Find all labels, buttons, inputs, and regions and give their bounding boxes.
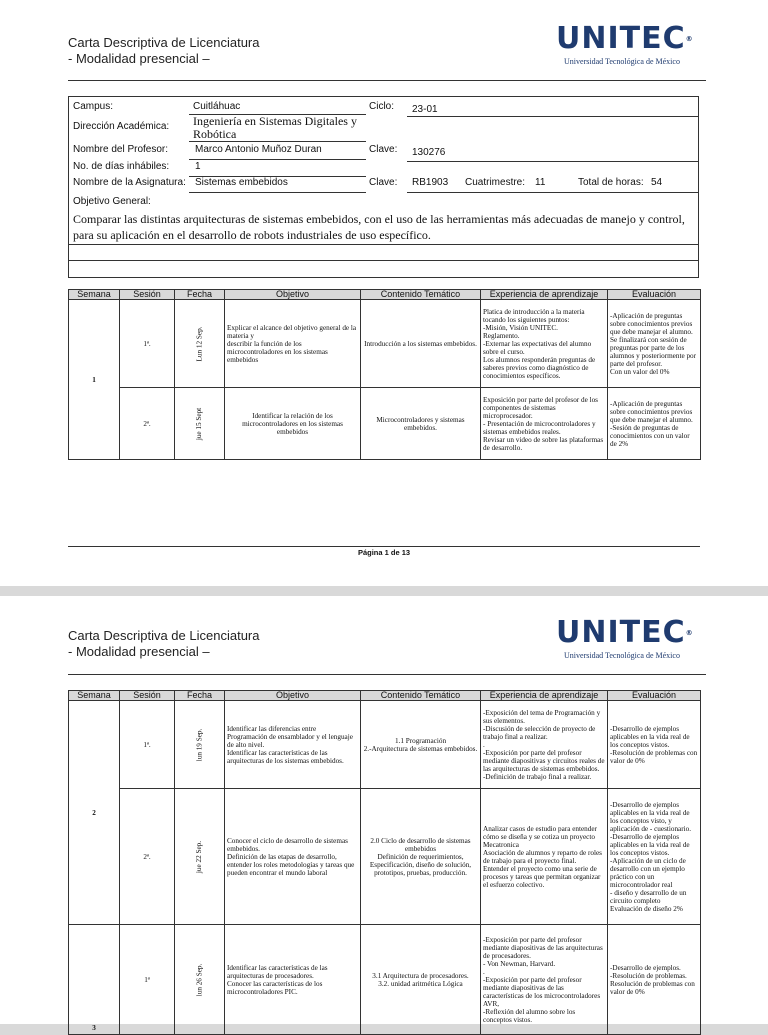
objetivo-general-label: Objetivo General: <box>73 196 151 207</box>
date-text: jue 22 Sep. <box>195 840 204 873</box>
clave-asignatura-value: RB1903 <box>412 177 449 188</box>
session-cell: 2ª. <box>120 789 175 925</box>
document-page-2 <box>0 596 768 1032</box>
objective-cell <box>225 300 361 388</box>
week-number: 2 <box>69 701 120 925</box>
content-text: 1.1 Programación 2.-Arquitectura de sistemas embebidos. <box>363 736 478 753</box>
direccion-value-line1: Ingeniería en Sistemas Digitales y <box>193 114 357 128</box>
evaluation-cell <box>608 925 701 1035</box>
table-header-row <box>69 691 701 701</box>
evaluation-text: -Desarrollo de ejemplos. -Resolución de problemas. Resolución de problemas con valor de 0% <box>610 963 695 996</box>
header-subtitle: - Modalidad presencial – <box>68 644 210 659</box>
experience-text: Analizar casos de estudio para entender cómo se diseña y se cotiza un proyecto Mecatronica Asociación de alumnos y reparto de roles de trabajo para el proyecto final. Entender el proyecto como una serie de procesos y tareas que permitan organizar el esfuerzo colectivo. <box>483 824 602 889</box>
content-text: 3.1 Arquitectura de procesadores. 3.2. unidad aritmética Lógica <box>372 971 469 988</box>
evaluation-cell <box>608 701 701 789</box>
col-fecha: Fecha <box>175 691 225 701</box>
course-info-box <box>68 96 699 278</box>
col-semana: Semana <box>69 691 120 701</box>
schedule-table-page1 <box>68 289 701 460</box>
objective-text: Identificar las características de las arquitecturas de procesadores. Conocer las características de los microcontroladores PIC. <box>227 963 328 996</box>
date-text: lun 19 Sep. <box>195 728 204 761</box>
col-evaluacion: Evaluación <box>608 691 701 701</box>
objective-cell <box>225 701 361 789</box>
clave-value: 130276 <box>412 147 446 158</box>
dias-inhabiles-value: 1 <box>195 161 201 172</box>
col-objetivo: Objetivo <box>225 691 361 701</box>
objective-cell <box>225 789 361 925</box>
date-cell <box>175 300 225 388</box>
unitec-logo <box>556 21 694 66</box>
objetivo-general-line2: para su aplicación en el desarrollo de robots industriales de uso específico. <box>73 228 431 242</box>
experience-cell <box>481 925 608 1035</box>
logo-word: UNITEC <box>556 21 686 56</box>
col-semana: Semana <box>69 290 120 300</box>
table-row <box>69 789 701 925</box>
footer-divider <box>68 546 700 547</box>
experience-cell <box>481 701 608 789</box>
direccion-label: Dirección Académica: <box>73 121 170 132</box>
col-evaluacion: Evaluación <box>608 290 701 300</box>
col-contenido: Contenido Temático <box>361 290 481 300</box>
table-row <box>69 388 701 460</box>
evaluation-text: -Desarrollo de ejemplos aplicables en la vida real de los conceptos visto, y aplicación de - cuestionario. -Desarrollo de ejemplos aplicables en la vida real de los conceptos vistos. -Aplicación de un ciclo de desarrollo con un ejemplo práctico con un microcontrolador real - diseño y desarrollo de un circuito completo Evaluación de diseño 2% <box>610 800 692 913</box>
total-horas-label: Total de horas: <box>578 177 644 188</box>
header-subtitle: - Modalidad presencial – <box>68 51 210 66</box>
unitec-logo <box>556 615 694 660</box>
objective-text: Explicar el alcance del objetivo general de la materia y describir la función de los microcontroladores en los sistemas embebidos <box>227 323 357 364</box>
col-sesion: Sesión <box>120 290 175 300</box>
objective-cell <box>225 388 361 460</box>
total-horas-value: 54 <box>651 177 663 188</box>
logo-subtitle: Universidad Tecnológica de México <box>564 57 680 66</box>
evaluation-cell <box>608 388 701 460</box>
objective-text: Identificar la relación de los microcontroladores en los sistemas embebidos <box>242 411 343 436</box>
direccion-value-line2: Robótica <box>193 127 237 141</box>
col-experiencia: Experiencia de aprendizaje <box>481 691 608 701</box>
schedule-table-page2 <box>68 690 701 1035</box>
profesor-value: Marco Antonio Muñoz Duran <box>195 144 322 155</box>
clave-label: Clave: <box>369 144 398 155</box>
date-cell <box>175 388 225 460</box>
table-header-row <box>69 290 701 300</box>
asignatura-value: Sistemas embebidos <box>195 177 288 188</box>
evaluation-cell <box>608 789 701 925</box>
header-divider <box>68 674 706 675</box>
col-experiencia: Experiencia de aprendizaje <box>481 290 608 300</box>
header-divider <box>68 80 706 81</box>
objetivo-general-line1: Comparar las distintas arquitecturas de sistemas embebidos, con el uso de las herramientas más adecuadas de manejo y control, <box>73 212 685 226</box>
evaluation-text: -Aplicación de preguntas sobre conocimientos previos que debe manejar el alumno. -Sesión de preguntas de conocimientos con un valor de 2% <box>610 399 693 448</box>
date-text: jue 15 Sept <box>195 407 204 440</box>
experience-cell <box>481 789 608 925</box>
ciclo-value: 23-01 <box>412 104 438 115</box>
objective-text: Conocer el ciclo de desarrollo de sistemas embebidos. Definición de las etapas de desarrollo, entender los roles metodologías y tareas que pueden encontrar el mundo laboral <box>227 836 355 877</box>
header-title: Carta Descriptiva de Licenciatura <box>68 628 260 643</box>
objective-cell <box>225 925 361 1035</box>
col-fecha: Fecha <box>175 290 225 300</box>
session-cell: 2ª. <box>120 388 175 460</box>
experience-cell <box>481 300 608 388</box>
cuatrimestre-label: Cuatrimestre: <box>465 177 526 188</box>
col-sesion: Sesión <box>120 691 175 701</box>
table-row <box>69 925 701 1035</box>
week-number: 1 <box>69 300 120 460</box>
content-cell <box>361 701 481 789</box>
content-cell: Introducción a los sistemas embebidos. <box>361 300 481 388</box>
logo-registered-mark: ® <box>685 629 694 637</box>
session-cell: 1ª <box>120 925 175 1035</box>
experience-cell <box>481 388 608 460</box>
date-cell <box>175 701 225 789</box>
content-cell <box>361 925 481 1035</box>
content-cell: Microcontroladores y sistemas embebidos. <box>361 388 481 460</box>
objective-text: Identificar las diferencias entre Programación de ensamblador y el lenguaje de alto nivel. Identificar las características de las arquitecturas de los sistemas embebidos. <box>227 724 353 765</box>
evaluation-text: -Desarrollo de ejemplos aplicables en la vida real de los conceptos vistos. -Resolución de problemas con valor de 0% <box>610 724 698 765</box>
content-text: 2.0 Ciclo de desarrollo de sistemas embebidos Definición de requerimientos, Especificación, diseño de solución, prototipos, pruebas, producción. <box>369 836 472 877</box>
content-cell <box>361 789 481 925</box>
asignatura-label: Nombre de la Asignatura: <box>73 177 186 188</box>
evaluation-cell <box>608 300 701 388</box>
table-row <box>69 701 701 789</box>
ciclo-label: Ciclo: <box>369 101 395 112</box>
clave-asignatura-label: Clave: <box>369 177 398 188</box>
table-row <box>69 300 701 388</box>
profesor-label: Nombre del Profesor: <box>73 144 169 155</box>
col-contenido: Contenido Temático <box>361 691 481 701</box>
cuatrimestre-value: 11 <box>535 177 546 188</box>
logo-subtitle: Universidad Tecnológica de México <box>564 651 680 660</box>
date-cell <box>175 925 225 1035</box>
week-number: 3 <box>69 925 120 1035</box>
dias-inhabiles-label: No. de días inhábiles: <box>73 161 170 172</box>
logo-word: UNITEC <box>556 615 686 650</box>
campus-label: Campus: <box>73 101 114 112</box>
page-number: Página 1 de 13 <box>357 548 411 557</box>
logo-registered-mark: ® <box>685 35 694 43</box>
col-objetivo: Objetivo <box>225 290 361 300</box>
experience-text: Platica de introducción a la materia tocando los siguientes puntos: -Misión, Visión UNITEC. Reglamento. -Externar las expectativas del alumno sobre el curso. Los alumnos responderán preguntas de saberes previos como diagnóstico de conocimientos específicos. <box>483 307 596 380</box>
session-cell: 1ª. <box>120 701 175 789</box>
session-cell: 1ª. <box>120 300 175 388</box>
header-title: Carta Descriptiva de Licenciatura <box>68 35 260 50</box>
campus-value: Cuitláhuac <box>193 101 241 112</box>
date-text: Lun 12 Sep. <box>195 326 204 361</box>
experience-text: -Exposición por parte del profesor mediante diapositivas de las arquitecturas de procesadores. - Von Newman, Harvard. . -Exposición por parte del profesor mediante diapositivas de las características de los microcontroladores AVR, -Reflexión del alumno sobre los conceptos vistos. <box>483 935 603 1024</box>
date-cell <box>175 789 225 925</box>
evaluation-text: -Aplicación de preguntas sobre conocimientos previos que debe manejar el alumno. Se finalizará con sesión de preguntas por parte de los alumnos y posteriormente por parte del profesor. Con un valor del 0% <box>610 311 697 376</box>
experience-text: -Exposición del tema de Programación y sus elementos. -Discusión de selección de proyecto de trabajo final a realizar. . -Exposición por parte del profesor mediante diapositivas y circuitos reales de las arquitecturas de sistemas embebidos. -Definición de trabajo final a realizar. <box>483 708 605 781</box>
date-text: lun 26 Sep. <box>195 963 204 996</box>
experience-text: Exposición por parte del profesor de los componentes de sistemas microprocesador. - Presentación de microcontroladores y sistemas embebidos reales. Revisar un video de sobre las plataformas de desarrollo. <box>483 395 604 452</box>
